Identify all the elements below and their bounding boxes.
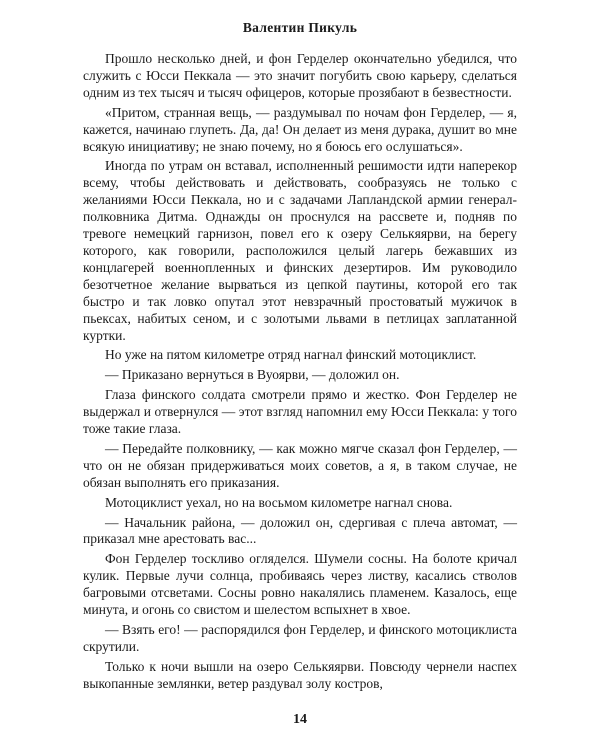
- paragraph: Прошло несколько дней, и фон Герделер окончательно убедился, что служить с Юсси Пеккала — это значит погубить свою карьеру, сделаться одним из тех тысяч и тысяч офицеров, которые прозябают в безвестности.: [83, 51, 517, 100]
- paragraph: Мотоциклист уехал, но на восьмом километре нагнал снова.: [105, 494, 453, 510]
- running-head-author: Валентин Пикуль: [242, 20, 358, 35]
- paragraph: Глаза финского солдата смотрели прямо и жестко. Фон Герделер не выдержал и отвернулся — этот взгляд напомнил ему Юсси Пеккала: у того тоже такие глаза.: [83, 387, 517, 437]
- paragraph: — Начальник района, — доложил он, сдергивая с плеча автомат, — приказал мне арестовать вас...: [83, 514, 517, 547]
- paragraph: Иногда по утрам он вставал, исполненный решимости идти наперекор всему, чтобы действовать и действовать, сообразуясь не только с желаниями Юсси Пеккала, но и с задачами Лапландской армии генерал-полковника Дитма. Однажды он проснулся на рассвете и, подняв по тревоге немецкий гарнизон, повел его к озеру Селькяярви, на берегу которого, как говорили, расположился целый лагерь бежавших из концлагерей военнопленных и финских дезертиров. Им руководило безотчетное желание вырваться из цепкой паутины, которой его так быстро и так ловко опутал этот невзрачный простоватый мужичок в пьексах, набитых сеном, и с золотыми львами в петлицах заплатанной куртки.: [83, 158, 517, 343]
- body-text: [83, 51, 517, 696]
- page-number: 14: [293, 712, 307, 727]
- paragraph: Но уже на пятом километре отряд нагнал финский мотоциклист.: [105, 347, 477, 363]
- paragraph: Только к ночи вышли на озеро Селькяярви. Повсюду чернели наспех выкопанные землянки, ветер раздувал золу костров,: [83, 658, 517, 691]
- paragraph: — Взять его! — распорядился фон Герделер, и финского мотоциклиста скрутили.: [83, 622, 517, 654]
- paragraph: «Притом, странная вещь, — раздумывал по ночам фон Герделер, — я, кажется, начинаю глупеть. Да, да! Он делает из меня дурака, душит во мне всякую инициативу; не знаю почему, но я боюсь его ослушаться».: [83, 104, 517, 154]
- paragraph: — Приказано вернуться в Вуоярви, — доложил он.: [105, 367, 400, 383]
- paragraph: — Передайте полковнику, — как можно мягче сказал фон Герделер, — что он не обязан придерживаться моих советов, а я, в таком случае, не обязан выполнять его приказания.: [83, 440, 517, 490]
- paragraph: Фон Герделер тоскливо огляделся. Шумели сосны. На болоте кричал кулик. Первые лучи солнца, пробиваясь через листву, касались стволов багровыми отсветами. Сосны ровно накалялись пламенем. Казалось, еще минута, и огонь со свистом и шелестом вспыхнет в хвое.: [83, 551, 517, 618]
